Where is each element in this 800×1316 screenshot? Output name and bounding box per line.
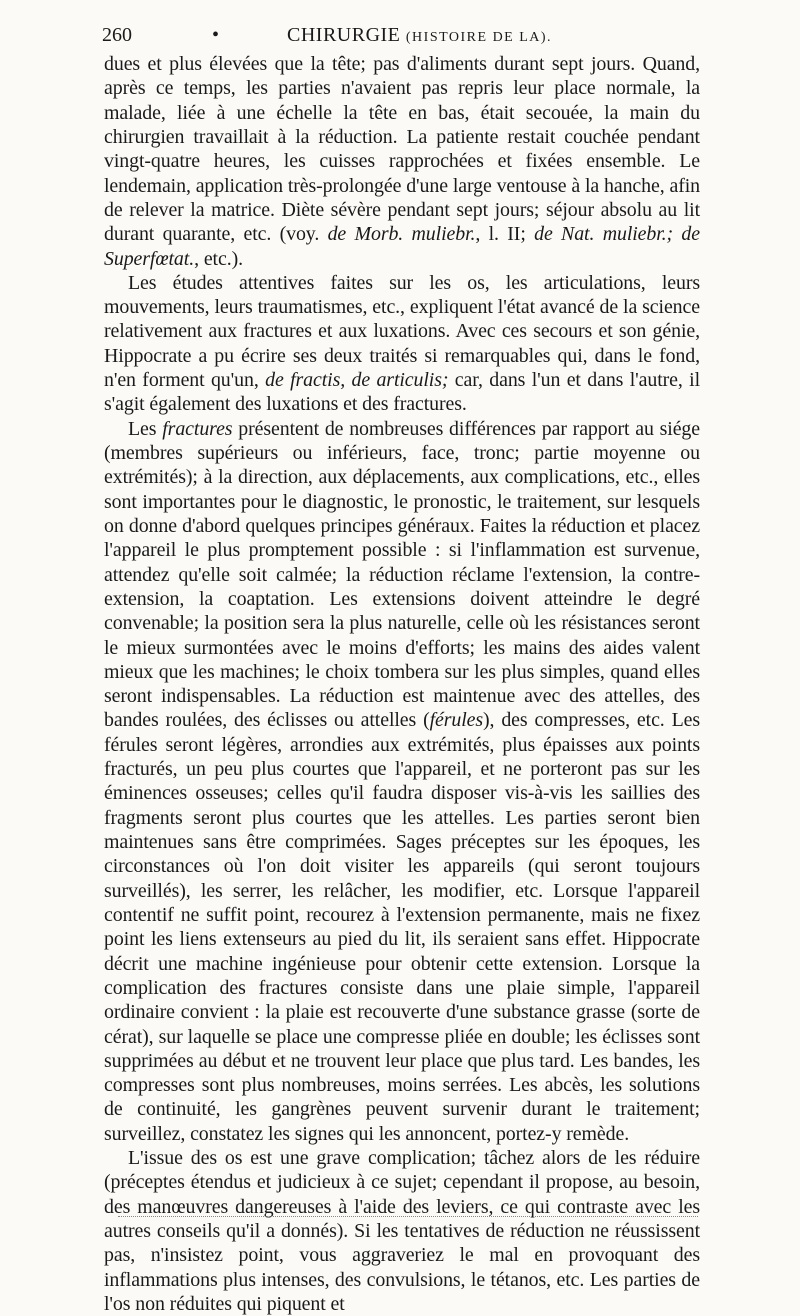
paragraph-4 bbox=[104, 1146, 700, 1316]
page-header bbox=[102, 18, 700, 52]
text-run: L'issue des os est une grave complication; tâchez alors de les réduire (préceptes étendus et judicieux à ce sujet; cependant il propose, au besoin, des manœuvres dangereuses à l'aide des leviers, ce qui contraste avec les autres conseils qu'il a donnés). Si les tentatives de réduction ne réussissent pas, n'insistez point, vous aggraveriez le mal en provoquant des inflammations plus intenses, des convulsions, le tétanos, etc. Les parties de l'os non réduites qui piquent et bbox=[104, 1147, 700, 1315]
running-head-title: CHIRURGIE bbox=[287, 24, 401, 46]
italic-term: férules bbox=[429, 709, 484, 732]
text-run: Les études attentives faites sur les os, les articulations, leurs mouvements, leurs traumatismes, etc., expliquent l'état avancé de la science relativement aux fractures et aux luxations. Avec ces secours et son génie, Hippocrate a pu écrire ses deux traités si remarquables qui, dans le fond, n'en forment qu'un, bbox=[104, 271, 700, 392]
text-run: dues et plus élevées que la tête; pas d'aliments durant sept jours. Quand, après ce temps, les parties n'avaient pas repris leur place normale, la malade, liée à une échelle la tête en bas, était secouée, la main du chirurgien travaillait à la réduction. La patiente restait couchée pendant vingt-quatre heures, les cuisses rapprochées et fixées ensemble. Le lendemain, application très-prolongée d'une large ventouse à la hanche, afin de relever la matrice. Diète sévère pendant sept jours; séjour absolu au lit durant quarante, etc. (voy. bbox=[104, 53, 700, 246]
running-head bbox=[287, 18, 552, 55]
text-run: car, dans l'un et dans l'autre, il s'agit également des luxations et des fractures. bbox=[104, 369, 700, 416]
italic-citation: de Nat. muliebr.; de Superfœtat. bbox=[104, 223, 700, 270]
italic-citation: de fractis, de articulis; bbox=[265, 369, 449, 392]
text-run: présentent de nombreuses différences par rapport au siége (membres supérieurs ou inférieurs, face, tronc; partie moyenne ou extrémités); à la direction, aux déplacements, aux complications, etc., elles sont importantes pour le diagnostic, le pronostic, le traitement, sur lesquels on donne d'abord quelques principes généraux. Faites la réduction et placez l'appareil le plus promptement possible : si l'inflammation est survenue, attendez qu'elle soit calmée; la réduction réclame l'extension, la contre-extension, la coaptation. Les extensions doivent atteindre le degré convenable; la position sera la plus naturelle, celle où les résistances seront le mieux surmontées avec le moins d'efforts; les mains des aides valent mieux que les machines; le choix tombera sur les plus simples, quand elles seront indispensables. La réduction est maintenue avec des attelles, des bandes roulées, des éclisses ou attelles ( bbox=[104, 417, 700, 732]
page-number: 260 bbox=[102, 24, 132, 46]
text-run: , l. II; bbox=[475, 223, 535, 246]
italic-term: fractures bbox=[162, 417, 233, 440]
footer-rule bbox=[118, 1216, 698, 1217]
paragraph-1 bbox=[104, 52, 700, 271]
running-head-subtitle: (HISTOIRE DE LA). bbox=[405, 30, 553, 45]
body-text bbox=[104, 52, 700, 1316]
text-run: , etc.). bbox=[194, 247, 243, 270]
text-run: Les bbox=[128, 417, 163, 440]
text-run: ), des compresses, etc. Les férules seront légères, arrondies aux extrémités, plus épaisses aux points fracturés, un peu plus courtes que l'appareil, et ne porteront pas sur les éminences osseuses; celles qu'il faudra disposer vis-à-vis les saillies des fragments seront plus courtes que les attelles. Les parties seront bien maintenues sans être comprimées. Sages préceptes sur les époques, les circonstances où l'on doit visiter les appareils (qui seront toujours surveillés), les serrer, les relâcher, les modifier, etc. Lorsque l'appareil contentif ne suffit point, recourez à l'extension permanente, mais ne fixez point les liens extenseurs au pied du lit, ils seraient sans effet. Hippocrate décrit une machine ingénieuse pour obtenir cette extension. Lorsque la complication des fractures consiste dans une plaie simple, l'appareil ordinaire convient : la plaie est recouverte d'une substance grasse (sorte de cérat), sur laquelle se place une compresse pliée en double; les éclisses sont supprimées au début et ne trouvent leur place que plus tard. Les bandes, les compresses sont plus nombreuses, moins serrées. Les abcès, les solutions de continuité, les gangrènes peuvent survenir durant le traitement; surveillez, constatez les signes qui les annoncent, portez-y remède. bbox=[104, 709, 700, 1145]
paragraph-2 bbox=[104, 271, 700, 417]
italic-citation: de Morb. muliebr. bbox=[327, 223, 476, 246]
paragraph-3 bbox=[104, 417, 700, 1146]
header-bullet: • bbox=[212, 24, 220, 46]
